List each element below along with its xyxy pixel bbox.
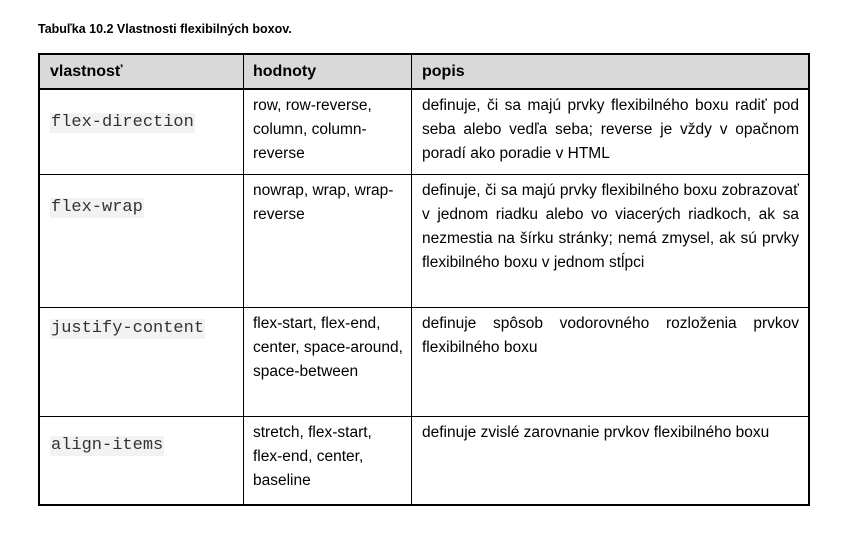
- values-cell: stretch, flex-start, flex-end, center, baseline: [244, 417, 412, 504]
- property-name: flex-wrap: [51, 198, 143, 217]
- description-cell: definuje spôsob vodorovného rozloženia prvkov flexibilného boxu: [422, 315, 799, 356]
- values-cell: flex-start, flex-end, center, space-around, space-between: [244, 308, 412, 416]
- description-cell: definuje, či sa majú prvky flexibilného boxu radiť pod seba alebo vedľa seba; reverse je vždy v opačnom poradí ako poradie v HTML: [422, 97, 799, 162]
- property-cell: [40, 175, 244, 307]
- column-header-property: vlastnosť: [40, 55, 244, 88]
- table-caption: Tabuľka 10.2 Vlastnosti flexibilných boxov.: [38, 22, 292, 36]
- table-row: [40, 174, 808, 307]
- table-row: [40, 89, 808, 174]
- property-cell: [40, 90, 244, 174]
- property-name: align-items: [51, 436, 164, 455]
- property-name: flex-direction: [51, 113, 194, 132]
- flexbox-properties-table: [38, 53, 810, 506]
- table-row: [40, 416, 808, 504]
- table-row: [40, 307, 808, 416]
- column-header-description: popis: [422, 63, 465, 80]
- property-cell: [40, 308, 244, 416]
- values-cell: row, row-reverse, column, column-reverse: [244, 90, 412, 174]
- property-cell: [40, 417, 244, 504]
- column-header-values: hodnoty: [244, 55, 412, 88]
- property-name: justify-content: [51, 319, 205, 338]
- table-header-row: [40, 55, 808, 89]
- description-cell: definuje zvislé zarovnanie prvkov flexibilného boxu: [422, 424, 770, 441]
- values-cell: nowrap, wrap, wrap-reverse: [244, 175, 412, 307]
- description-cell: definuje, či sa majú prvky flexibilného boxu zobrazovať v jednom riadku alebo vo viacerých riadkoch, ak sa nezmestia na šírku stránky; nemá zmysel, ak sú prvky flexibilného boxu v jednom stĺpci: [422, 182, 799, 271]
